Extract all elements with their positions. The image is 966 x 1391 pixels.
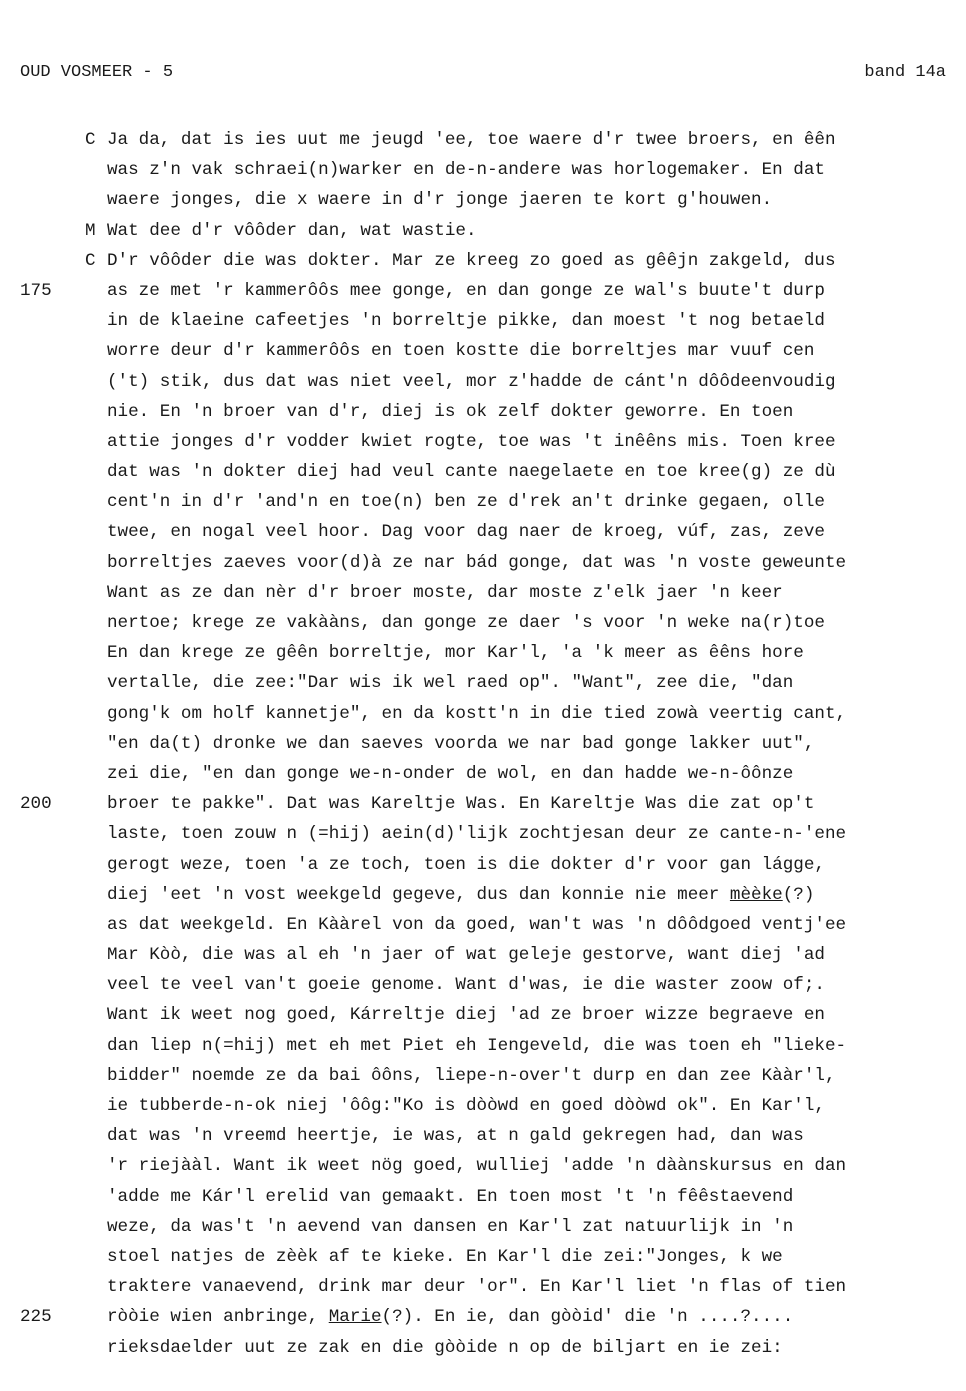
transcript-line xyxy=(0,580,966,610)
text-segment: (?). En ie, dan gòòid' die 'n ....?.... xyxy=(381,1307,794,1328)
transcript-line xyxy=(0,127,966,157)
line-text: veel te veel van't goeie genome. Want d'was, ie die waster zoow of;. xyxy=(107,975,825,996)
transcript-line xyxy=(0,972,966,1002)
line-text: ('t) stik, dus dat was niet veel, mor z'hadde de cánt'n dôôdeenvoudig xyxy=(107,371,836,392)
transcript-line xyxy=(0,1153,966,1183)
line-number: 225 xyxy=(20,1307,52,1328)
line-text: 'adde me Kár'l erelid van gemaakt. En toen most 't 'n fêêstaevend xyxy=(107,1186,794,1207)
line-text: borreltjes zaeves voor(d)à ze nar bád gonge, dat was 'n voste geweunte xyxy=(107,552,847,573)
line-number: 200 xyxy=(20,794,52,815)
document-title: OUD VOSMEER - 5 xyxy=(20,63,174,82)
line-text: cent'n in d'r 'and'n en toe(n) ben ze d'rek an't drinke gegaen, olle xyxy=(107,492,825,513)
transcript-line xyxy=(0,731,966,761)
line-text: 'r riejààl. Want ik weet nög goed, wulliej 'adde 'n dàànskursus en dan xyxy=(107,1156,847,1177)
line-text: nie. En 'n broer van d'r, diej is ok zelf dokter geworre. En toen xyxy=(107,401,794,422)
transcript-line xyxy=(0,429,966,459)
line-text: "en da(t) dronke we dan saeves voorda we nar bad gonge lakker uut", xyxy=(107,733,815,754)
transcript-line xyxy=(0,1093,966,1123)
line-text: ie tubberde-n-ok niej 'ôôg:"Ko is dòòwd en goed dòòwd ok". En Kar'l, xyxy=(107,1096,825,1116)
line-text xyxy=(107,1304,966,1330)
transcript-line xyxy=(0,519,966,549)
line-text: vertalle, die zee:"Dar wis ik wel raed op". "Want", zee die, "dan xyxy=(107,673,794,694)
transcript-line xyxy=(0,489,966,519)
transcript-line xyxy=(0,882,966,912)
line-text: laste, toen zouw n (=hij) aein(d)'lijk zochtjesan deur ze cante-n-'ene xyxy=(107,824,847,845)
line-text: twee, en nogal veel hoor. Dag voor dag naer de kroeg, vúf, zas, zeve xyxy=(107,522,825,543)
transcript-line xyxy=(0,187,966,217)
transcript-line xyxy=(0,157,966,187)
transcript-line xyxy=(0,821,966,851)
transcript-line xyxy=(0,1335,966,1365)
transcript-line xyxy=(0,1244,966,1274)
transcript-line xyxy=(0,1274,966,1304)
line-text: in de klaeine cafeetjes 'n borreltje pikke, dan moest 't nog betaeld xyxy=(107,311,825,332)
line-text: worre deur d'r kammerôôs en toen kostte die borreltjes mar vuuf cen xyxy=(107,341,815,362)
transcript-line xyxy=(0,459,966,489)
line-text: Wat dee d'r vôôder dan, wat wastie. xyxy=(107,220,477,241)
line-text: Want ik weet nog goed, Kárreltje diej 'ad ze broer wizze begraeve en xyxy=(107,1005,825,1026)
line-text: dat was 'n vreemd heertje, ie was, at n gald gekregen had, dan was xyxy=(107,1126,804,1147)
transcript-line xyxy=(0,791,966,821)
line-text: broer te pakke". Dat was Kareltje Was. En Kareltje Was die zat op't xyxy=(107,794,815,815)
line-text: zei die, "en dan gonge we-n-onder de wol, en dan hadde we-n-ôônze xyxy=(107,763,794,784)
transcript-line xyxy=(0,1063,966,1093)
transcript-line xyxy=(0,942,966,972)
transcript-line xyxy=(0,1002,966,1032)
line-text: gerogt weze, toen 'a ze toch, toen is die dokter d'r voor gan lágge, xyxy=(107,854,825,875)
text-segment: (?) xyxy=(782,884,815,905)
transcript-line xyxy=(0,218,966,248)
line-text: was z'n vak schraei(n)warker en de-n-andere was horlogemaker. En dat xyxy=(107,160,825,181)
transcript-body xyxy=(0,127,966,1365)
line-text: stoel natjes de zèèk af te kieke. En Kar'l die zei:"Jonges, k we xyxy=(107,1246,783,1267)
line-text: rieksdaelder uut ze zak en die gòòide n op de biljart en ie zei: xyxy=(107,1337,783,1358)
transcript-line xyxy=(0,248,966,278)
transcript-line xyxy=(0,308,966,338)
line-text: D'r vôôder die was dokter. Mar ze kreeg zo goed as gêêjn zakgeld, dus xyxy=(107,250,836,271)
transcript-line xyxy=(0,1033,966,1063)
transcript-line xyxy=(0,550,966,580)
transcript-line xyxy=(0,761,966,791)
line-number: 175 xyxy=(20,280,52,301)
transcript-line xyxy=(0,1123,966,1153)
band-label: band 14a xyxy=(864,63,946,82)
line-text: as dat weekgeld. En Kààrel von da goed, wan't was 'n dôôdgoed ventj'ee xyxy=(107,914,847,935)
transcript-line xyxy=(0,610,966,640)
transcript-line xyxy=(0,1304,966,1334)
speaker-marker: C xyxy=(85,250,96,271)
line-text: nertoe; krege ze vakààns, dan gonge ze daer 's voor 'n weke na(r)toe xyxy=(107,613,825,633)
speaker-marker: C xyxy=(85,130,96,150)
transcript-line xyxy=(0,670,966,700)
transcript-line xyxy=(0,278,966,308)
line-text xyxy=(107,882,966,908)
transcript-line xyxy=(0,338,966,368)
line-text: Want as ze dan nèr d'r broer moste, dar moste z'elk jaer 'n keer xyxy=(107,582,783,603)
line-text: traktere vanaevend, drink mar deur 'or". En Kar'l liet 'n flas of tien xyxy=(107,1277,847,1298)
transcript-line xyxy=(0,1214,966,1244)
line-text: En dan krege ze gêên borreltje, mor Kar'l, 'a 'k meer as êêns hore xyxy=(107,643,804,664)
transcript-line xyxy=(0,852,966,882)
line-text: bidder" noemde ze da bai ôôns, liepe-n-over't durp en dan zee Kààr'l, xyxy=(107,1065,836,1086)
line-text: Mar Kòò, die was al eh 'n jaer of wat geleje gestorve, want diej 'ad xyxy=(107,945,825,966)
transcript-line xyxy=(0,912,966,942)
text-segment: diej 'eet 'n vost weekgeld gegeve, dus dan konnie nie meer xyxy=(107,884,730,905)
text-segment: ròòie wien anbringe, xyxy=(107,1307,329,1328)
speaker-marker: M xyxy=(85,220,96,241)
transcript-line xyxy=(0,701,966,731)
transcript-line xyxy=(0,640,966,670)
transcript-line xyxy=(0,369,966,399)
underlined-word: Marie xyxy=(328,1307,382,1328)
transcript-line xyxy=(0,1184,966,1214)
underlined-word: mèèke xyxy=(729,884,783,905)
line-text: Ja da, dat is ies uut me jeugd 'ee, toe waere d'r twee broers, en êên xyxy=(107,130,836,150)
line-text: dan liep n(=hij) met eh met Piet eh Iengeveld, die was toen eh "lieke- xyxy=(107,1035,847,1056)
line-text: gong'k om holf kannetje", en da kostt'n in die tied zowà veertig cant, xyxy=(107,703,847,724)
line-text: dat was 'n dokter diej had veul cante naegelaete en toe kree(g) ze dù xyxy=(107,462,836,483)
line-text: attie jonges d'r vodder kwiet rogte, toe was 't inêêns mis. Toen kree xyxy=(107,431,836,452)
transcript-line xyxy=(0,399,966,429)
line-text: weze, da was't 'n aevend van dansen en Kar'l zat natuurlijk in 'n xyxy=(107,1216,794,1237)
line-text: as ze met 'r kammerôôs mee gonge, en dan gonge ze wal's buute't durp xyxy=(107,280,825,301)
line-text: waere jonges, die x waere in d'r jonge jaeren te kort g'houwen. xyxy=(107,190,773,211)
